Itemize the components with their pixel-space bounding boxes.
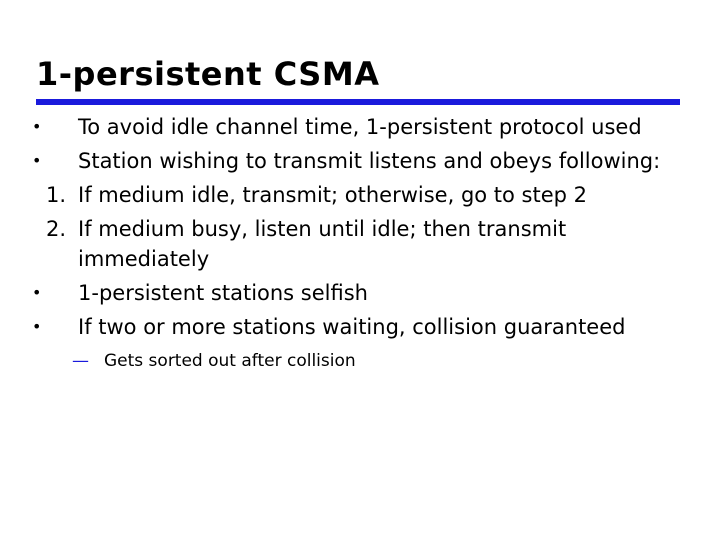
list-item-text: If two or more stations waiting, collision guaranteed <box>78 315 626 339</box>
list-item-text: If medium idle, transmit; otherwise, go to step 2 <box>78 183 588 207</box>
list-item <box>26 180 706 210</box>
list-item-text: If medium busy, listen until idle; then transmit immediately <box>78 217 567 271</box>
list-item <box>26 278 706 308</box>
bullet-marker: • <box>32 117 42 136</box>
bullet-marker: • <box>32 151 42 170</box>
bullet-marker: • <box>32 317 42 336</box>
dash-marker: — <box>72 351 89 371</box>
number-marker: 2. <box>45 217 66 241</box>
sub-list-item <box>26 348 706 374</box>
list-item-text: To avoid idle channel time, 1-persistent protocol used <box>78 115 642 139</box>
number-marker: 1. <box>45 183 66 207</box>
list-item <box>26 112 706 142</box>
list-item-text: Station wishing to transmit listens and obeys following: <box>78 149 661 173</box>
list-item <box>26 146 706 176</box>
list-item-text: 1-persistent stations selfish <box>78 281 368 305</box>
slide-title: 1-persistent CSMA <box>36 55 380 93</box>
sub-list-item-text: Gets sorted out after collision <box>104 351 356 371</box>
bullet-marker: • <box>32 283 42 302</box>
title-underline <box>36 99 680 105</box>
bullet-list <box>26 112 706 374</box>
list-item <box>26 312 706 342</box>
list-item <box>26 214 706 274</box>
